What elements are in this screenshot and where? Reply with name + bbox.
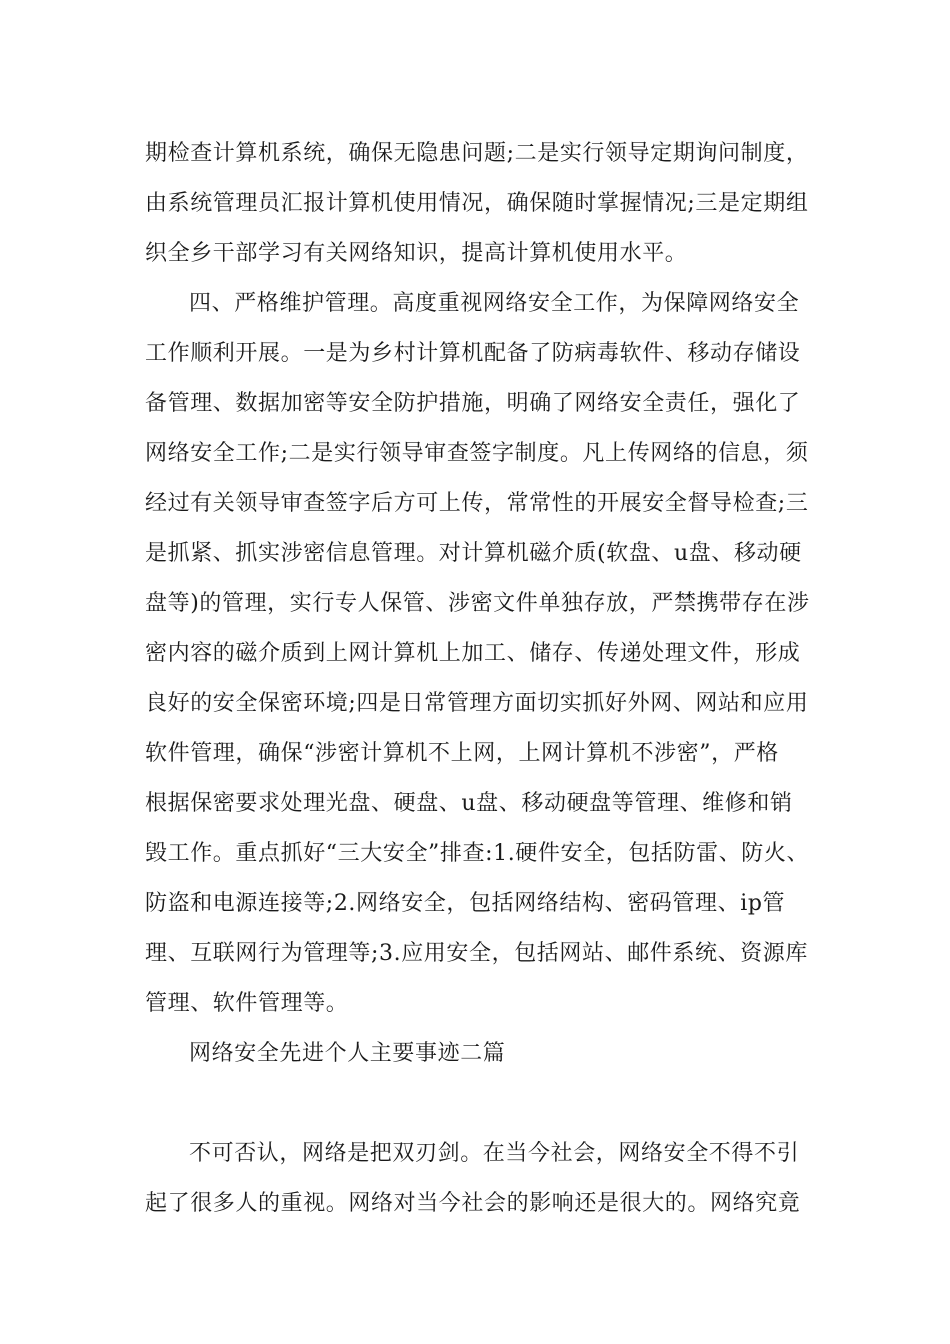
document-body (145, 129, 811, 1229)
text-line: 起了很多人的重视。网络对当今社会的影响还是很大的。网络究竟 (145, 1191, 801, 1216)
blank-line (145, 1079, 811, 1129)
text-line: 经过有关领导审查签字后方可上传，常常性的开展安全督导检查;三 (145, 491, 809, 516)
text-line: 根据保密要求处理光盘、硬盘、u盘、移动硬盘等管理、维修和销 (145, 791, 793, 816)
section-title: 网络安全先进个人主要事迹二篇 (189, 1041, 506, 1066)
text-line: 管理、软件管理等。 (145, 991, 349, 1016)
text-line: 软件管理，确保“涉密计算机不上网，上网计算机不涉密”，严格 (145, 741, 779, 766)
text-line: 是抓紧、抓实涉密信息管理。对计算机磁介质(软盘、u盘、移动硬 (145, 541, 802, 566)
paragraph-start-line: 四、严格维护管理。高度重视网络安全工作，为保障网络安全 (189, 291, 800, 316)
text-line: 期检查计算机系统，确保无隐患问题;二是实行领导定期询问制度， (145, 141, 809, 166)
text-line: 密内容的磁介质到上网计算机上加工、储存、传递处理文件，形成 (145, 641, 801, 666)
text-line: 备管理、数据加密等安全防护措施，明确了网络安全责任，强化了 (145, 391, 801, 416)
text-line: 由系统管理员汇报计算机使用情况，确保随时掌握情况;三是定期组 (145, 191, 809, 216)
text-line: 防盗和电源连接等;2.网络安全，包括网络结构、密码管理、ip管 (145, 891, 786, 916)
text-line: 理、互联网行为管理等;3.应用安全，包括网站、邮件系统、资源库 (145, 941, 809, 966)
text-line: 织全乡干部学习有关网络知识，提高计算机使用水平。 (145, 241, 688, 266)
text-line: 良好的安全保密环境;四是日常管理方面切实抓好外网、网站和应用 (145, 691, 809, 716)
paragraph-start-line: 不可否认，网络是把双刃剑。在当今社会，网络安全不得不引 (189, 1141, 800, 1166)
text-line: 工作顺利开展。一是为乡村计算机配备了防病毒软件、移动存储设 (145, 341, 801, 366)
text-line: 网络安全工作;二是实行领导审查签字制度。凡上传网络的信息，须 (145, 441, 809, 466)
text-line: 毁工作。重点抓好“三大安全”排查:1.硬件安全，包括防雷、防火、 (145, 841, 810, 866)
text-line: 盘等)的管理，实行专人保管、涉密文件单独存放，严禁携带存在涉 (145, 591, 810, 616)
